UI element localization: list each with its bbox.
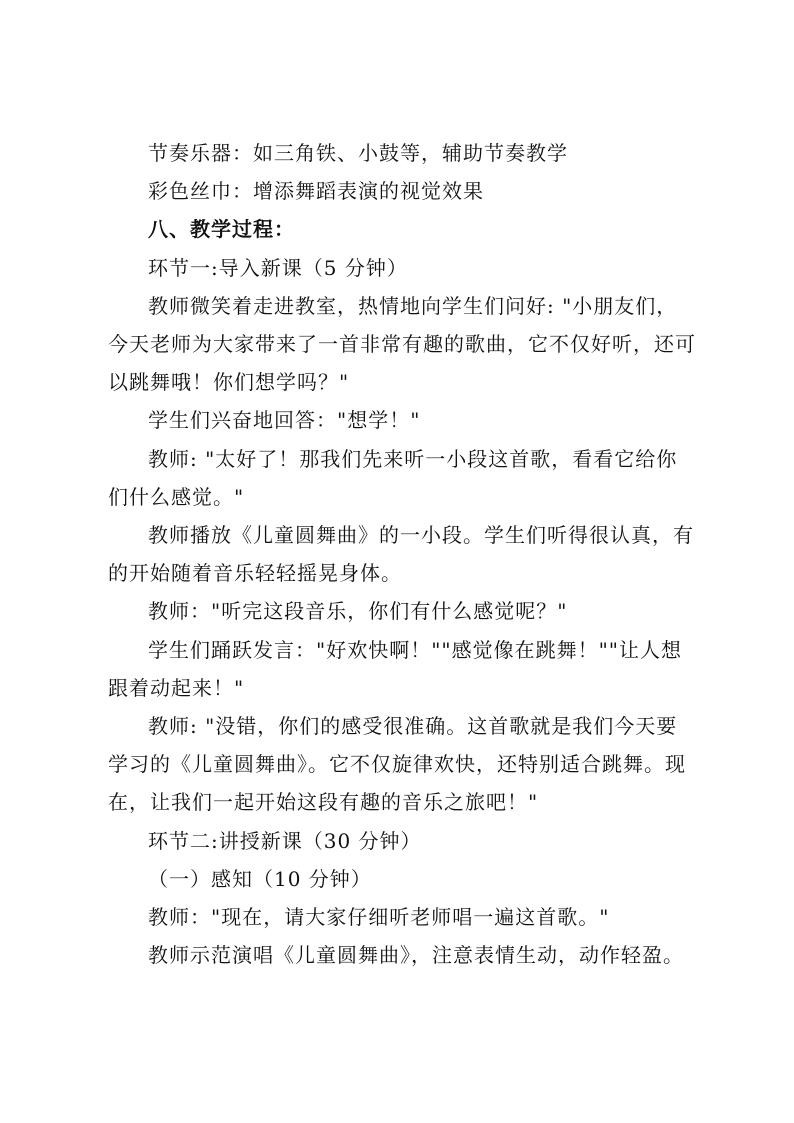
- paragraph-silk-scarves: 彩色丝巾：增添舞蹈表演的视觉效果: [148, 179, 484, 204]
- paragraph-teacher-plays-song: 教师播放《儿童圆舞曲》的一小段。学生们听得很认真，有的开始随着音乐轻轻摇晃身体。: [108, 523, 694, 586]
- paragraph-teacher-introduces-song: 教师: "没错，你们的感受很准确。这首歌就是我们今天要学习的《儿童圆舞曲》。它不仅旋律欢快，还特别适合跳舞。现在，让我们一起开始这段有趣的音乐之旅吧！": [108, 714, 686, 815]
- subsection-heading-new-lesson: 环节二:讲授新课（30 分钟）: [148, 828, 422, 853]
- subsection-heading-intro: 环节一:导入新课（5 分钟）: [148, 255, 408, 280]
- paragraph-teacher-greeting: 教师微笑着走进教室，热情地向学生们问好: "小朋友们，今天老师为大家带来了一首非常有趣的歌曲，它不仅好听，还可以跳舞哦！你们想学吗？": [108, 293, 696, 395]
- paragraph-teacher-question: 教师："听完这段音乐，你们有什么感觉呢？": [148, 599, 568, 624]
- paragraph-teacher-sings-prompt: 教师："现在，请大家仔细听老师唱一遍这首歌。": [148, 905, 610, 930]
- paragraph-rhythm-instruments: 节奏乐器：如三角铁、小鼓等，辅助节奏教学: [148, 141, 568, 165]
- paragraph-teacher-demonstration: 教师示范演唱《儿童圆舞曲》，注意表情生动，动作轻盈。: [148, 943, 684, 968]
- paragraph-teacher-listen: 教师: "太好了！那我们先来听一小段这首歌，看看它给你们什么感觉。": [108, 446, 678, 509]
- document-body: [108, 134, 696, 974]
- paragraph-students-respond: 学生们踊跃发言："好欢快啊！""感觉像在跳舞！""让人想跟着动起来！": [108, 637, 682, 700]
- subsection-heading-perception: （一）感知（10 分钟）: [148, 866, 372, 891]
- section-heading-teaching-process: 八、教学过程：: [148, 217, 295, 242]
- paragraph-students-answer: 学生们兴奋地回答："想学！": [148, 408, 421, 433]
